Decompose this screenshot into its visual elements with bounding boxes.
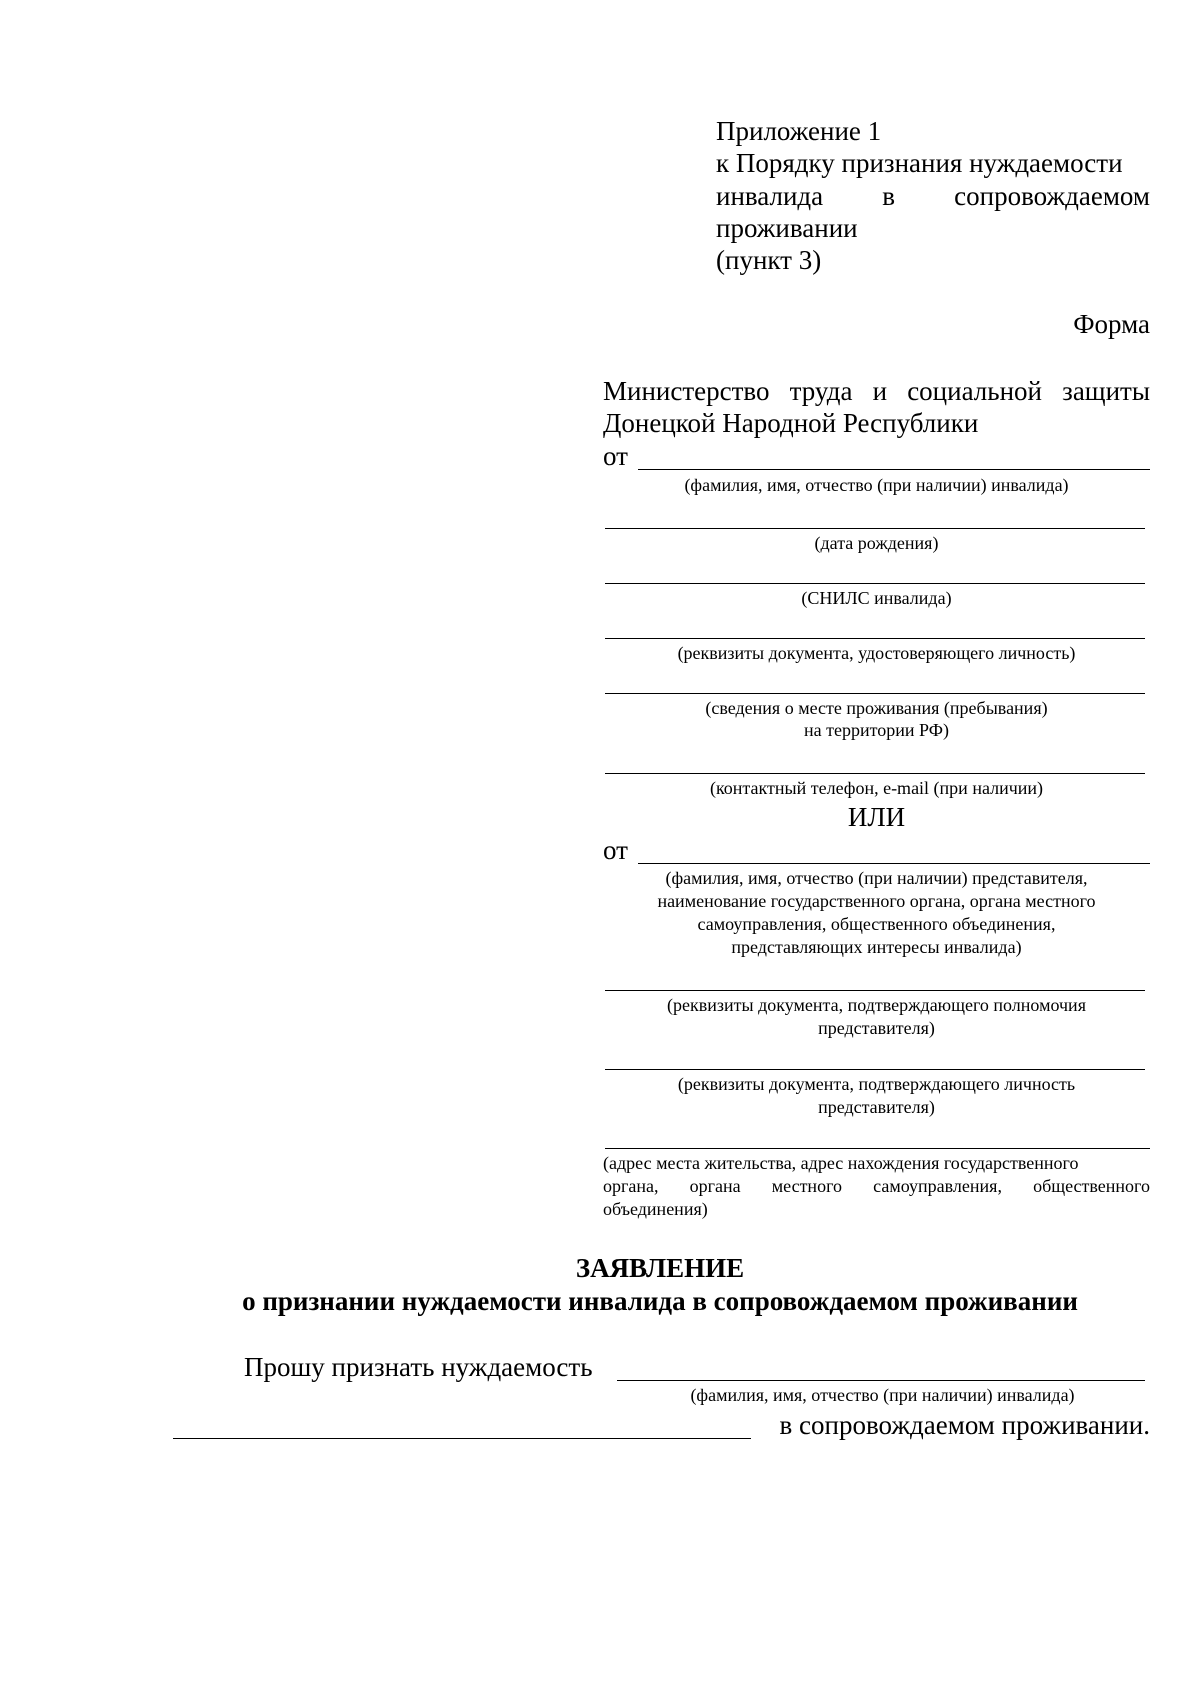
request-name-caption: (фамилия, имя, отчество (при наличии) инвалида) bbox=[690, 1385, 1075, 1405]
residence-caption-2: на территории РФ) bbox=[804, 720, 949, 740]
address-caption-2: органа, органа местного самоуправления, общественного bbox=[603, 1176, 1150, 1196]
snils-caption: (СНИЛС инвалида) bbox=[801, 588, 952, 608]
birth-date-field-line[interactable] bbox=[605, 528, 1145, 529]
id-document-caption: (реквизиты документа, удостоверяющего личность) bbox=[677, 643, 1076, 663]
or-divider-label: ИЛИ bbox=[847, 802, 906, 832]
form-label: Форма bbox=[1073, 309, 1150, 339]
snils-field-line[interactable] bbox=[605, 583, 1145, 584]
request-name-continuation-line[interactable] bbox=[173, 1438, 751, 1439]
contacts-field-line[interactable] bbox=[605, 773, 1145, 774]
contacts-caption: (контактный телефон, e-mail (при наличии) bbox=[709, 778, 1044, 798]
residence-field-line[interactable] bbox=[605, 693, 1145, 694]
representative-from-label: от bbox=[603, 835, 628, 865]
appendix-ref-line-4: проживании bbox=[716, 213, 858, 243]
address-field-line[interactable] bbox=[605, 1148, 1150, 1149]
authority-doc-caption-1: (реквизиты документа, подтверждающего полномочия bbox=[667, 995, 1086, 1015]
appendix-clause: (пункт 3) bbox=[716, 245, 822, 275]
applicant-name-caption: (фамилия, имя, отчество (при наличии) инвалида) bbox=[684, 475, 1069, 495]
representative-id-doc-caption-2: представителя) bbox=[818, 1097, 935, 1117]
addressee-line-1: Министерство труда и социальной защиты bbox=[603, 376, 1150, 406]
address-caption-3: объединения) bbox=[603, 1199, 708, 1219]
request-prefix: Прошу признать нуждаемость bbox=[244, 1352, 593, 1382]
statement-subtitle: о признании нуждаемости инвалида в сопровождаемом проживании bbox=[242, 1286, 1078, 1316]
representative-caption-2: наименование государственного органа, органа местного bbox=[657, 891, 1096, 911]
representative-name-field-line[interactable] bbox=[638, 863, 1150, 864]
appendix-title: Приложение 1 bbox=[716, 116, 882, 146]
appendix-ref-line-3 bbox=[716, 181, 1150, 211]
representative-caption-4: представляющих интересы инвалида) bbox=[731, 937, 1022, 957]
statement-title: ЗАЯВЛЕНИЕ bbox=[575, 1253, 745, 1283]
representative-id-doc-field-line[interactable] bbox=[605, 1069, 1145, 1070]
representative-caption-1: (фамилия, имя, отчество (при наличии) представителя, bbox=[665, 868, 1088, 888]
residence-caption-1: (сведения о месте проживания (пребывания) bbox=[705, 698, 1048, 718]
address-caption-1: (адрес места жительства, адрес нахождения государственного bbox=[603, 1153, 1079, 1173]
appendix-word: инвалида bbox=[716, 181, 824, 211]
appendix-word: в bbox=[882, 181, 896, 211]
appendix-word: сопровождаемом bbox=[954, 181, 1150, 211]
addressee-line-2: Донецкой Народной Республики bbox=[603, 408, 979, 438]
id-document-field-line[interactable] bbox=[605, 638, 1145, 639]
applicant-name-field-line[interactable] bbox=[638, 469, 1150, 470]
request-suffix: в сопровождаемом проживании. bbox=[779, 1410, 1150, 1440]
authority-doc-field-line[interactable] bbox=[605, 990, 1145, 991]
appendix-ref-line: к Порядку признания нуждаемости bbox=[716, 148, 1123, 178]
representative-id-doc-caption-1: (реквизиты документа, подтверждающего личность bbox=[677, 1074, 1076, 1094]
birth-date-caption: (дата рождения) bbox=[814, 533, 939, 553]
authority-doc-caption-2: представителя) bbox=[818, 1018, 935, 1038]
representative-caption-3: самоуправления, общественного объединения, bbox=[697, 914, 1056, 934]
request-name-field-line[interactable] bbox=[617, 1380, 1145, 1381]
from-label: от bbox=[603, 441, 628, 471]
